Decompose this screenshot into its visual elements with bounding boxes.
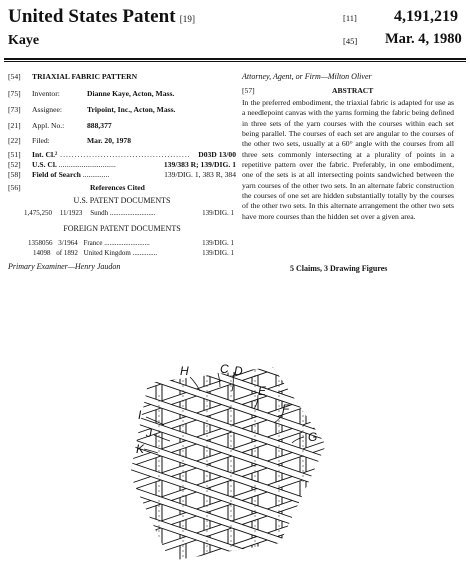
fabric-drawing bbox=[108, 355, 358, 575]
label-i: I bbox=[138, 408, 142, 422]
label-d: D bbox=[234, 364, 243, 378]
field-22 bbox=[8, 136, 131, 146]
patent-date: Mar. 4, 1980 bbox=[385, 31, 462, 47]
attorney: Attorney, Agent, or Firm—Milton Oliver bbox=[242, 72, 372, 81]
patent-header-title bbox=[8, 6, 195, 28]
field-52-code: [52] bbox=[8, 160, 21, 169]
ref-name: Sundh bbox=[90, 209, 109, 217]
label-h: H bbox=[180, 364, 189, 378]
ref-class: 139/DIG. 1 bbox=[202, 209, 234, 217]
abstract-text: In the preferred embodiment, the triaxial fabric is adapted for use as a needlepoint canvas with the yarns forming the fabric being defined in three sets of the yarn courses with the courses within each set being parallel. The courses of each set are angular to the courses of the other two sets, usually at a 60° angle with the courses from all three sets commonly intersecting at a plurality of points in a repetitive pattern over the fabric. Preferably, in one embodiment, one of the sets is at all intersecting points sandwiched between the yarn courses of the other two sets. In an alternate fabric construction the courses of one set are hidden substantially totally by the courses of the other two sets. In this alternate arrangement the other two sets have more courses than the hidden set over a given area. bbox=[242, 98, 454, 221]
label-c: C bbox=[220, 362, 229, 376]
field-73 bbox=[8, 105, 175, 115]
ref-number: 1358056 bbox=[28, 239, 53, 247]
foreign-refs-list bbox=[28, 238, 234, 258]
ref-number: 14098 bbox=[33, 249, 51, 257]
ref-name: France bbox=[83, 239, 103, 247]
field-58-code: [58] bbox=[8, 170, 21, 179]
field-52-label: U.S. Cl. bbox=[32, 160, 57, 169]
ref-class: 139/DIG. 1 bbox=[202, 239, 234, 247]
field-56-code: [56] bbox=[8, 183, 21, 192]
field-75 bbox=[8, 89, 174, 99]
field-51-code: [51] bbox=[8, 150, 21, 159]
field-21-code: [21] bbox=[8, 121, 21, 130]
label-k: K bbox=[136, 442, 145, 456]
label-g: G bbox=[308, 430, 318, 444]
field-73-code: [73] bbox=[8, 105, 21, 114]
ref-name: United Kingdom bbox=[83, 249, 131, 257]
claims-summary: 5 Claims, 3 Drawing Figures bbox=[290, 264, 388, 273]
patent-title: TRIAXIAL FABRIC PATTERN bbox=[32, 72, 138, 81]
label-f: F bbox=[282, 402, 290, 416]
field-21 bbox=[8, 121, 112, 131]
date-code: [45] bbox=[343, 36, 358, 46]
field-75-value: Dianne Kaye, Acton, Mass. bbox=[87, 89, 175, 98]
ref-date: 11/1923 bbox=[59, 209, 83, 217]
us-ref-row: 1,475,250 11/1923 Sundh .......................... 139/DIG. 1 bbox=[24, 209, 234, 217]
us-refs-list bbox=[24, 208, 234, 218]
field-21-value: 888,377 bbox=[87, 121, 112, 130]
fabric-weave bbox=[108, 355, 338, 575]
header-inventor: Kaye bbox=[8, 33, 40, 48]
field-22-code: [22] bbox=[8, 136, 21, 145]
field-22-label: Filed: bbox=[32, 136, 50, 145]
primary-examiner: Primary Examiner—Henry Jaudon bbox=[8, 262, 121, 271]
field-58: [58] Field of Search .............. 139/DIG. 1, 383 R, 384 bbox=[8, 170, 236, 179]
field-58-label: Field of Search bbox=[32, 170, 81, 179]
field-51-value: D03D 13/00 bbox=[198, 150, 236, 159]
header-rule bbox=[4, 58, 466, 60]
label-j: J bbox=[146, 426, 152, 440]
ref-number: 1,475,250 bbox=[24, 209, 52, 217]
field-58-value: 139/DIG. 1, 383 R, 384 bbox=[164, 170, 236, 179]
field-54-code: [54] bbox=[8, 72, 21, 81]
abstract-heading: ABSTRACT bbox=[332, 86, 374, 95]
field-51: [51] Int. Cl.² ............................................. D03D 13/00 bbox=[8, 150, 236, 159]
ref-date: 3/1964 bbox=[58, 239, 78, 247]
ref-class: 139/DIG. 1 bbox=[202, 249, 234, 257]
abstract-code: [57] bbox=[242, 86, 255, 95]
title-code: [19] bbox=[179, 14, 196, 24]
field-51-label: Int. Cl.² bbox=[32, 150, 58, 159]
references-cited-heading: References Cited bbox=[90, 183, 145, 192]
field-73-label: Assignee: bbox=[32, 105, 62, 114]
field-56 bbox=[8, 183, 236, 193]
field-73-value: Tripoint, Inc., Acton, Mass. bbox=[87, 105, 176, 114]
foreign-ref-row: 1358056 3/1964 France .......................... 139/DIG. 1 bbox=[28, 239, 234, 247]
header-rule-thin bbox=[4, 61, 466, 62]
patent-number: 4,191,219 bbox=[394, 8, 458, 25]
patent-number-code: [11] bbox=[343, 13, 357, 23]
field-52-value: 139/383 R; 139/DIG. 1 bbox=[163, 160, 236, 169]
foreign-ref-row: 14098 of 1892 United Kingdom .............. 139/DIG. 1 bbox=[33, 249, 234, 257]
label-e: E bbox=[258, 384, 267, 398]
abstract-header bbox=[242, 86, 454, 96]
foreign-patents-heading: FOREIGN PATENT DOCUMENTS bbox=[63, 224, 181, 233]
ref-date: of 1892 bbox=[56, 249, 78, 257]
us-patents-heading: U.S. PATENT DOCUMENTS bbox=[73, 196, 171, 205]
field-52: [52] U.S. Cl. .............................. 139/383 R; 139/DIG. 1 bbox=[8, 160, 236, 169]
title-text: United States Patent bbox=[8, 6, 176, 27]
field-75-code: [75] bbox=[8, 89, 21, 98]
field-22-value: Mar. 20, 1978 bbox=[87, 136, 132, 145]
field-75-label: Inventor: bbox=[32, 89, 60, 98]
field-21-label: Appl. No.: bbox=[32, 121, 65, 130]
field-54 bbox=[8, 72, 137, 82]
